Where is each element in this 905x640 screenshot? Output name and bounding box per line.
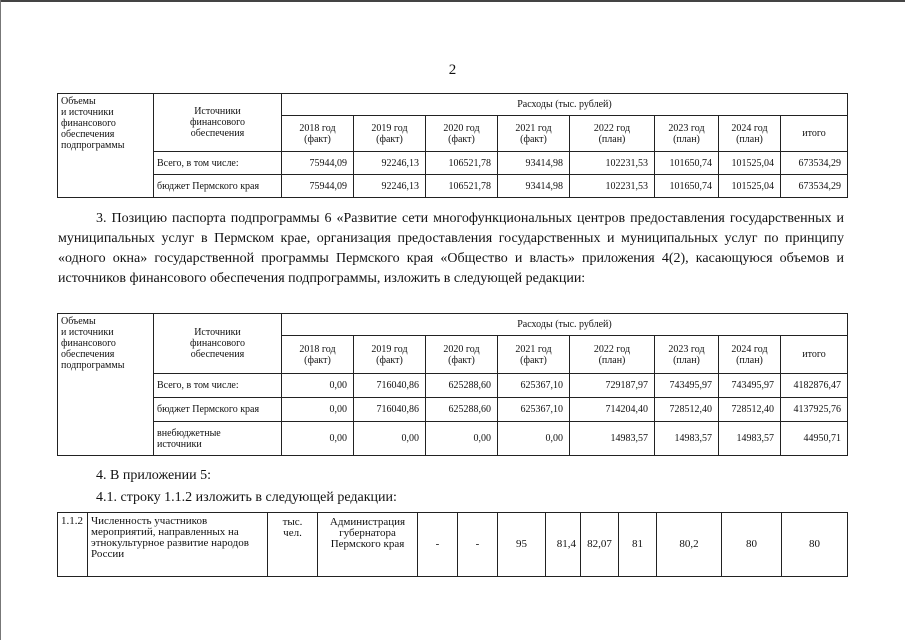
value-cell: 673534,29 [781, 175, 848, 198]
executor-cell: Администрация губернатора Пермского края [318, 513, 418, 577]
paragraph-3: 3. Позицию паспорта подпрограммы 6 «Развитие сети многофункциональных центров предоставления государственных и муниципальных услуг в Пермском крае, организация предоставления государственных и муниципальных услуг по принципу «одного окна» государственной программы Пермского края «Общество и власть» приложения 4(2), касающуюся объемов и источников финансового обеспечения подпрограммы, изложить в следующей редакции: [58, 211, 844, 286]
sources-header: Источники финансового обеспечения [154, 94, 282, 152]
item-4-1-heading: 4.1. строку 1.1.2 изложить в следующей редакции: [96, 490, 397, 505]
value-cell: - [458, 513, 498, 577]
year-header: 2024 год (план) [719, 336, 781, 374]
value-cell: 714204,40 [570, 398, 655, 422]
value-cell: 92246,13 [354, 175, 426, 198]
table-row [58, 374, 848, 398]
value-cell: 716040,86 [354, 398, 426, 422]
year-header: 2020 год (факт) [426, 116, 498, 152]
year-header: 2019 год (факт) [354, 336, 426, 374]
year-header: 2020 год (факт) [426, 336, 498, 374]
value-cell: 4182876,47 [781, 374, 848, 398]
indicator-name: Численность участников мероприятий, направленных на этнокультурное развитие народов России [88, 513, 268, 577]
total-header: итого [781, 116, 848, 152]
value-cell: 0,00 [282, 422, 354, 456]
page-left-edge [0, 0, 1, 640]
year-header: 2021 год (факт) [498, 116, 570, 152]
row-number: 1.1.2 [58, 513, 88, 577]
value-cell: 0,00 [498, 422, 570, 456]
table-row [58, 422, 848, 456]
value-cell: 716040,86 [354, 374, 426, 398]
value-cell: 102231,53 [570, 152, 655, 175]
table-row [58, 175, 848, 198]
value-cell: 0,00 [354, 422, 426, 456]
year-header: 2022 год (план) [570, 116, 655, 152]
value-cell: 80 [782, 513, 848, 577]
value-cell: 80 [722, 513, 782, 577]
year-header: 2021 год (факт) [498, 336, 570, 374]
unit-cell: тыс. чел. [268, 513, 318, 577]
source-name: бюджет Пермского края [154, 175, 282, 198]
finance-volume-label: Объемы и источники финансового обеспечения подпрограммы [58, 94, 154, 198]
value-cell: 93414,98 [498, 175, 570, 198]
source-name: Всего, в том числе: [154, 152, 282, 175]
subprogram-finance-table-2 [57, 313, 848, 456]
year-header: 2018 год (факт) [282, 116, 354, 152]
value-cell: 92246,13 [354, 152, 426, 175]
value-cell: 625367,10 [498, 398, 570, 422]
value-cell: 81,4 [546, 513, 581, 577]
year-header: 2022 год (план) [570, 336, 655, 374]
year-header: 2018 год (факт) [282, 336, 354, 374]
value-cell: 101650,74 [655, 152, 719, 175]
page-number: 2 [448, 62, 457, 78]
subprogram-finance-table-1 [57, 93, 848, 198]
year-header: 2023 год (план) [655, 336, 719, 374]
value-cell: 0,00 [426, 422, 498, 456]
value-cell: 101525,04 [719, 175, 781, 198]
value-cell: 0,00 [282, 398, 354, 422]
value-cell: 80,2 [657, 513, 722, 577]
source-name: бюджет Пермского края [154, 398, 282, 422]
value-cell: 729187,97 [570, 374, 655, 398]
value-cell: 81 [619, 513, 657, 577]
page-top-edge [0, 0, 905, 2]
value-cell: 106521,78 [426, 175, 498, 198]
item-4-heading: 4. В приложении 5: [96, 468, 212, 483]
value-cell: 14983,57 [719, 422, 781, 456]
value-cell: - [418, 513, 458, 577]
value-cell: 673534,29 [781, 152, 848, 175]
total-header: итого [781, 336, 848, 374]
year-header: 2019 год (факт) [354, 116, 426, 152]
table-row [58, 152, 848, 175]
value-cell: 4137925,76 [781, 398, 848, 422]
value-cell: 625288,60 [426, 398, 498, 422]
value-cell: 728512,40 [655, 398, 719, 422]
year-header: 2023 год (план) [655, 116, 719, 152]
expenses-header: Расходы (тыс. рублей) [282, 94, 848, 116]
table-row [58, 513, 848, 577]
indicator-row-table [57, 512, 848, 577]
value-cell: 625288,60 [426, 374, 498, 398]
value-cell: 102231,53 [570, 175, 655, 198]
finance-volume-label: Объемы и источники финансового обеспечения подпрограммы [58, 314, 154, 456]
value-cell: 95 [498, 513, 546, 577]
value-cell: 101525,04 [719, 152, 781, 175]
value-cell: 625367,10 [498, 374, 570, 398]
value-cell: 75944,09 [282, 152, 354, 175]
sources-header: Источники финансового обеспечения [154, 314, 282, 374]
value-cell: 14983,57 [570, 422, 655, 456]
value-cell: 93414,98 [498, 152, 570, 175]
value-cell: 743495,97 [655, 374, 719, 398]
year-header: 2024 год (план) [719, 116, 781, 152]
value-cell: 82,07 [581, 513, 619, 577]
source-name: внебюджетные источники [154, 422, 282, 456]
value-cell: 75944,09 [282, 175, 354, 198]
value-cell: 0,00 [282, 374, 354, 398]
table-row [58, 398, 848, 422]
source-name: Всего, в том числе: [154, 374, 282, 398]
value-cell: 14983,57 [655, 422, 719, 456]
value-cell: 44950,71 [781, 422, 848, 456]
value-cell: 728512,40 [719, 398, 781, 422]
expenses-header: Расходы (тыс. рублей) [282, 314, 848, 336]
value-cell: 106521,78 [426, 152, 498, 175]
value-cell: 743495,97 [719, 374, 781, 398]
value-cell: 101650,74 [655, 175, 719, 198]
